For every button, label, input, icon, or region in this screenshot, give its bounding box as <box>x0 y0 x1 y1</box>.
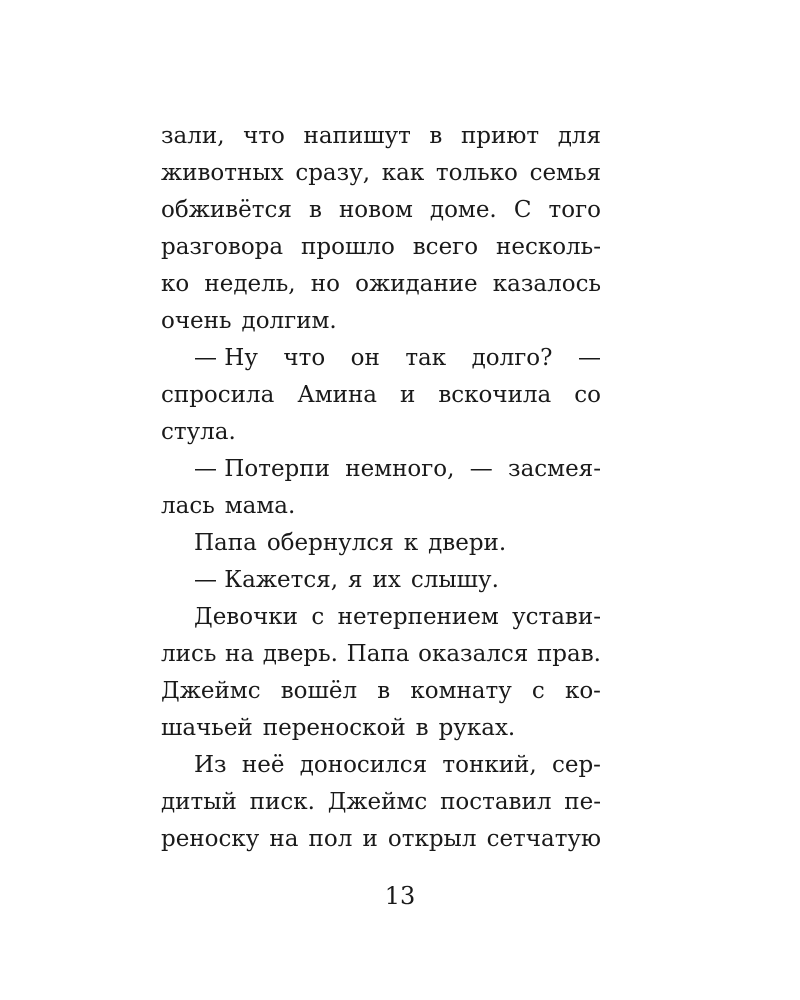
text-line <box>161 229 601 266</box>
text-line <box>161 340 601 377</box>
word: нетерпением <box>337 604 499 630</box>
word: Джеймс <box>327 789 428 815</box>
word: обживётся <box>161 197 292 223</box>
word: мама. <box>224 493 296 519</box>
word: — Кажется, <box>194 567 339 593</box>
text-line <box>161 599 601 636</box>
word: двери. <box>428 530 507 556</box>
text-line <box>161 821 601 858</box>
word: он <box>350 345 380 371</box>
word: пе- <box>564 789 601 815</box>
word: С <box>513 197 532 223</box>
word: долгим. <box>241 308 337 334</box>
word: руках. <box>438 715 516 741</box>
word: доме. <box>429 197 497 223</box>
word: так <box>405 345 447 371</box>
word: с <box>531 678 545 704</box>
word: в <box>415 715 429 741</box>
text-line <box>161 488 601 525</box>
word: лась <box>161 493 215 519</box>
word: немного, <box>345 456 455 482</box>
word: семья <box>529 160 601 186</box>
word: напишут <box>303 123 411 149</box>
page-number: 13 <box>384 882 416 910</box>
word: ожидание <box>355 271 478 297</box>
word: Амина <box>297 382 377 408</box>
word: переноской <box>262 715 406 741</box>
text-line <box>161 192 601 229</box>
word: сер- <box>551 752 601 778</box>
word: несколь- <box>496 234 601 260</box>
word: комнату <box>410 678 512 704</box>
word: животных <box>161 160 284 186</box>
word: — Ну <box>194 345 258 371</box>
text-line <box>161 636 601 673</box>
text-line <box>161 414 601 451</box>
word: недель, <box>204 271 296 297</box>
text-line <box>161 673 601 710</box>
word: шачьей <box>161 715 253 741</box>
text-line <box>161 303 601 340</box>
word: — <box>469 456 493 482</box>
word: устави- <box>512 604 601 630</box>
word: того <box>548 197 601 223</box>
word: разговора <box>161 234 284 260</box>
word: для <box>557 123 601 149</box>
word: их <box>372 567 401 593</box>
word: прошло <box>301 234 395 260</box>
word: с <box>311 604 325 630</box>
word: Папа <box>346 641 410 667</box>
word: сразу, <box>295 160 371 186</box>
word: неё <box>241 752 285 778</box>
text-line <box>161 710 601 747</box>
word: Из <box>194 752 227 778</box>
text-line <box>161 155 601 192</box>
word: оказался <box>418 641 529 667</box>
page-text <box>161 118 601 858</box>
word: обернулся <box>266 530 394 556</box>
word: Девочки <box>194 604 299 630</box>
text-line <box>161 266 601 303</box>
word: казалось <box>492 271 601 297</box>
word: поставил <box>440 789 552 815</box>
word: Папа <box>194 530 257 556</box>
word: открыл <box>387 826 477 852</box>
word: лись <box>161 641 217 667</box>
word: засмея- <box>508 456 601 482</box>
word: дверь. <box>262 641 338 667</box>
text-line <box>161 747 601 784</box>
word: только <box>435 160 518 186</box>
word: — Потерпи <box>194 456 330 482</box>
word: зали, <box>161 123 225 149</box>
word: тонкий, <box>442 752 537 778</box>
word: я <box>348 567 363 593</box>
word: долго? <box>471 345 553 371</box>
word: как <box>381 160 425 186</box>
word: сетчатую <box>486 826 601 852</box>
word: писк. <box>249 789 315 815</box>
word: к <box>403 530 419 556</box>
word: дитый <box>161 789 237 815</box>
word: всего <box>412 234 479 260</box>
word: вскочила <box>438 382 552 408</box>
word: приют <box>460 123 540 149</box>
word: Джеймс <box>161 678 261 704</box>
word: ко <box>161 271 190 297</box>
word: стула. <box>161 419 236 445</box>
word: что <box>243 123 285 149</box>
text-line <box>161 118 601 155</box>
word: со <box>574 382 601 408</box>
word: ко- <box>564 678 601 704</box>
text-line <box>161 525 601 562</box>
word: но <box>310 271 340 297</box>
word: очень <box>161 308 232 334</box>
word: на <box>225 641 255 667</box>
word: что <box>283 345 326 371</box>
word: — <box>577 345 601 371</box>
word: реноску <box>161 826 260 852</box>
word: спросила <box>161 382 275 408</box>
text-line <box>161 562 601 599</box>
word: и <box>399 382 416 408</box>
word: новом <box>338 197 413 223</box>
word: пол <box>308 826 353 852</box>
word: прав. <box>536 641 601 667</box>
text-line <box>161 784 601 821</box>
word: в <box>377 678 391 704</box>
word: в <box>308 197 322 223</box>
text-line <box>161 451 601 488</box>
text-line <box>161 377 601 414</box>
word: на <box>269 826 299 852</box>
word: слышу. <box>410 567 499 593</box>
word: доносился <box>299 752 428 778</box>
word: в <box>429 123 443 149</box>
word: вошёл <box>280 678 358 704</box>
word: и <box>362 826 378 852</box>
